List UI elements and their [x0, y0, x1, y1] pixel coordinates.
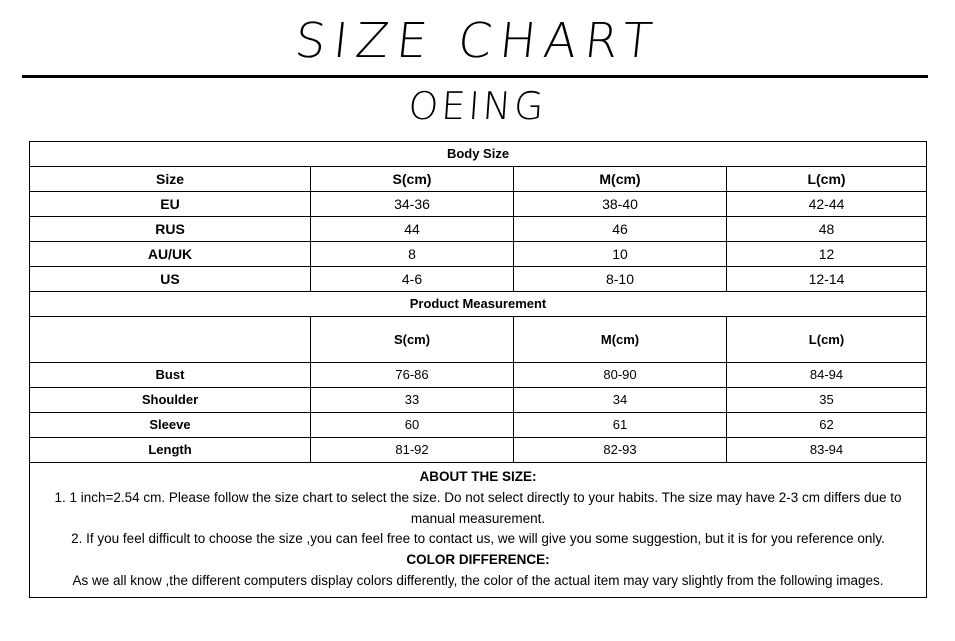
table-cell: 35 [727, 388, 927, 413]
table-row [30, 363, 927, 388]
table-cell: 34 [514, 388, 727, 413]
table-cell: 38-40 [514, 192, 727, 217]
table-row [30, 267, 927, 292]
title-divider [22, 75, 928, 78]
table-cell: 10 [514, 242, 727, 267]
column-header [30, 317, 311, 363]
product-section-row [30, 292, 927, 317]
table-cell: 76-86 [311, 363, 514, 388]
table-cell: 81-92 [311, 438, 514, 463]
row-label: EU [30, 192, 311, 217]
column-header: L(cm) [727, 167, 927, 192]
table-cell: 62 [727, 413, 927, 438]
table-row [30, 413, 927, 438]
column-header: L(cm) [727, 317, 927, 363]
size-chart-table [29, 141, 927, 598]
column-header: Size [30, 167, 311, 192]
table-cell: 82-93 [514, 438, 727, 463]
table-row [30, 242, 927, 267]
row-label: Bust [30, 363, 311, 388]
table-cell: 34-36 [311, 192, 514, 217]
about-size-note-1: 1. 1 inch=2.54 cm. Please follow the size chart to select the size. Do not select directly to your habits. The size may have 2-3 cm differs due to manual measurement. [54, 489, 902, 526]
table-cell: 44 [311, 217, 514, 242]
table-cell: 60 [311, 413, 514, 438]
body-size-section-title: Body Size [30, 142, 927, 167]
about-size-note-2: 2. If you feel difficult to choose the size ,you can feel free to contact us, we will give you some suggestion, but it is for you reference only. [71, 531, 885, 547]
column-header: S(cm) [311, 167, 514, 192]
table-cell: 33 [311, 388, 514, 413]
notes-cell [30, 463, 927, 598]
table-row [30, 388, 927, 413]
table-row [30, 192, 927, 217]
row-label: RUS [30, 217, 311, 242]
table-cell: 12 [727, 242, 927, 267]
table-cell: 8 [311, 242, 514, 267]
color-difference-note: As we all know ,the different computers display colors differently, the color of the actual item may vary slightly from the following images. [72, 572, 884, 588]
about-size-heading: ABOUT THE SIZE: [419, 469, 537, 484]
row-label: Sleeve [30, 413, 311, 438]
table-cell: 83-94 [727, 438, 927, 463]
table-cell: 12-14 [727, 267, 927, 292]
table-row [30, 438, 927, 463]
row-label: Length [30, 438, 311, 463]
table-row [30, 217, 927, 242]
table-cell: 84-94 [727, 363, 927, 388]
color-difference-heading: COLOR DIFFERENCE: [406, 552, 550, 568]
column-header: M(cm) [514, 167, 727, 192]
table-cell: 61 [514, 413, 727, 438]
row-label: AU/UK [30, 242, 311, 267]
notes-row [30, 463, 927, 598]
table-cell: 48 [727, 217, 927, 242]
chart-title: SIZE CHART [292, 13, 663, 69]
table-cell: 46 [514, 217, 727, 242]
table-cell: 42-44 [727, 192, 927, 217]
body-size-header-row [30, 167, 927, 192]
table-cell: 8-10 [514, 267, 727, 292]
row-label: Shoulder [30, 388, 311, 413]
row-label: US [30, 267, 311, 292]
body-size-section-row [30, 142, 927, 167]
product-section-title: Product Measurement [30, 292, 927, 317]
brand-name: OEING [406, 84, 549, 128]
column-header: M(cm) [514, 317, 727, 363]
product-header-row [30, 317, 927, 363]
column-header: S(cm) [311, 317, 514, 363]
table-cell: 4-6 [311, 267, 514, 292]
table-cell: 80-90 [514, 363, 727, 388]
